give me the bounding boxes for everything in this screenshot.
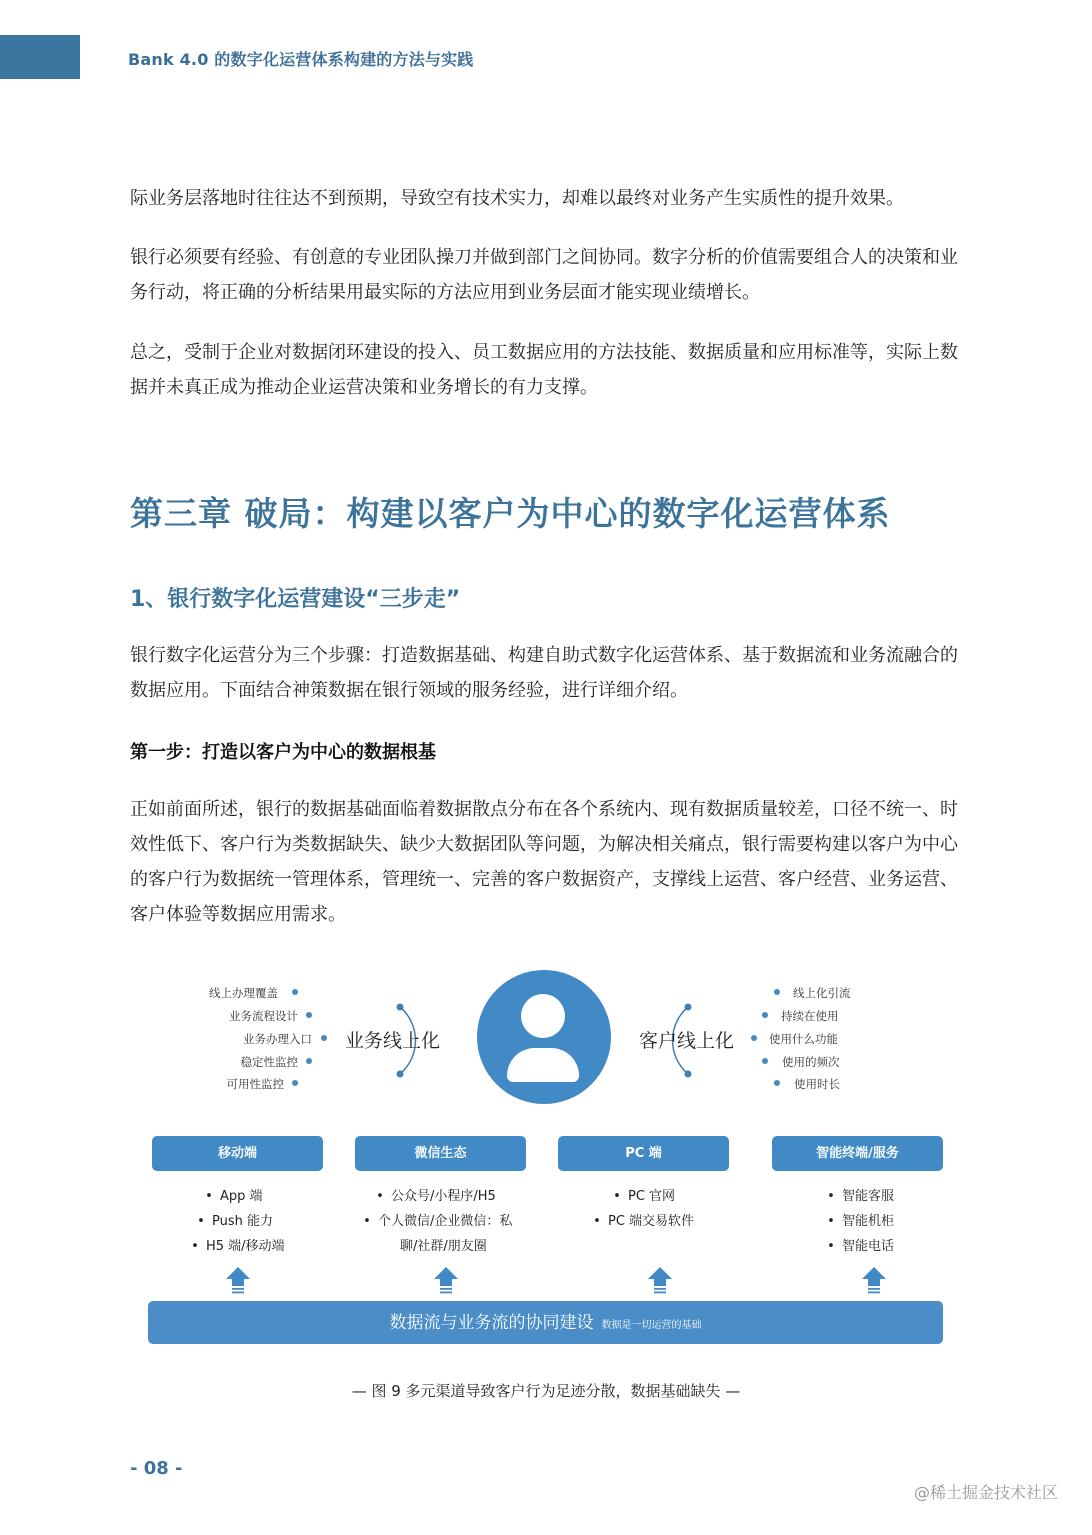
channel-list-smart-terminal [820,1184,894,1259]
base-bar-subtitle: 数据是一切运营的基础 [601,1320,702,1331]
list-item: • 个人微信/企业微信：私 [363,1214,513,1229]
user-icon [477,970,611,1104]
right-hub-item: 线上化引流 [793,986,851,1000]
bullet-dot [292,989,298,995]
list-item: • PC 官网 [613,1189,676,1204]
channel-box-pc: PC 端 [558,1136,729,1171]
left-hub-label: 业务线上化 [345,1030,441,1052]
bullet-dot [762,1058,768,1064]
watermark: @稀土掘金技术社区 [913,1483,1058,1502]
channel-list-wechat [356,1184,512,1259]
list-item: • 智能机柜 [827,1214,895,1229]
list-item: • 智能电话 [827,1239,895,1254]
paragraph: 总之，受制于企业对数据闭环建设的投入、员工数据应用的方法技能、数据质量和应用标准等，实际上数据并未真正成为推动企业运营决策和业务增长的有力支撑。 [130,342,958,398]
section-intro: 银行数字化运营分为三个步骤：打造数据基础、构建自助式数字化运营体系、基于数据流和业务流融合的数据应用。下面结合神策数据在银行领域的服务经验，进行详细介绍。 [130,645,958,701]
step-title: 第一步：打造以客户为中心的数据根基 [130,742,436,763]
left-hub-item: 可用性监控 [226,1077,284,1091]
right-arc-dot-bottom [685,1071,692,1078]
up-arrow-icon [647,1266,673,1294]
left-hub-item: 业务办理入口 [243,1032,312,1046]
list-item: • 智能客服 [827,1189,895,1204]
left-arc-dot-bottom [397,1071,404,1078]
section-title: 1、银行数字化运营建设“三步走” [130,587,461,612]
list-item: • H5 端/移动端 [191,1239,285,1254]
right-arc-dot-top [685,1004,692,1011]
left-hub-item: 稳定性监控 [240,1055,298,1069]
bullet-dot [321,1035,327,1041]
bullet-dot [306,1058,312,1064]
user-icon-head [521,994,565,1038]
data-foundation-bar [148,1301,943,1344]
channel-list-mobile [184,1184,285,1259]
figure-caption: — 图 9 多元渠道导致客户行为足迹分散，数据基础缺失 — [351,1382,741,1400]
up-arrow-icon [433,1266,459,1294]
up-arrow-icon [861,1266,887,1294]
channel-list-pc [586,1184,694,1234]
left-arc-dot-top [397,1004,404,1011]
list-item: • Push 能力 [197,1214,273,1229]
bullet-dot [306,1012,312,1018]
right-hub-item: 使用时长 [794,1077,840,1091]
running-header-title: Bank 4.0 的数字化运营体系构建的方法与实践 [128,50,474,69]
bullet-dot [774,989,780,995]
right-hub-label: 客户线上化 [639,1030,735,1052]
list-item: • App 端 [205,1189,263,1204]
bullet-dot [751,1035,757,1041]
right-hub-item: 持续在使用 [781,1009,839,1023]
user-icon-body [507,1048,579,1082]
header-accent-bar [0,35,80,79]
chapter-title: 第三章 破局：构建以客户为中心的数字化运营体系 [130,494,891,533]
base-bar-title: 数据流与业务流的协同建设 [389,1313,594,1333]
left-hub-item: 业务流程设计 [229,1009,298,1023]
right-hub-item: 使用的频次 [782,1055,840,1069]
page-number: - 08 - [130,1458,183,1479]
right-hub-item: 使用什么功能 [769,1032,838,1046]
step-paragraph: 正如前面所述，银行的数据基础面临着数据散点分布在各个系统内、现有数据质量较差，口径不统一、时效性低下、客户行为类数据缺失、缺少大数据团队等问题，为解决相关痛点，银行需要构建以客户为中心的客户行为数据统一管理体系，管理统一、完善的客户数据资产，支撑线上运营、客户经营、业务运营、客户体验等数据应用需求。 [130,799,958,925]
list-item: • 公众号/小程序/H5 [376,1189,496,1204]
paragraph: 际业务层落地时往往达不到预期，导致空有技术实力，却难以最终对业务产生实质性的提升效果。 [130,188,904,209]
list-item: • PC 端交易软件 [593,1214,695,1229]
bullet-dot [292,1080,298,1086]
list-item: 聊/社群/朋友圈 [400,1239,487,1254]
channel-box-smart-terminal: 智能终端/服务 [772,1136,943,1171]
bullet-dot [774,1080,780,1086]
channel-box-wechat: 微信生态 [355,1136,526,1171]
left-hub-item: 线上办理覆盖 [209,986,278,1000]
paragraph: 银行必须要有经验、有创意的专业团队操刀并做到部门之间协同。数字分析的价值需要组合人的决策和业务行动，将正确的分析结果用最实际的方法应用到业务层面才能实现业绩增长。 [130,247,958,303]
up-arrow-icon [225,1266,251,1294]
figure-channels-diagram [140,950,960,1350]
channel-box-mobile: 移动端 [152,1136,323,1171]
bullet-dot [762,1012,768,1018]
